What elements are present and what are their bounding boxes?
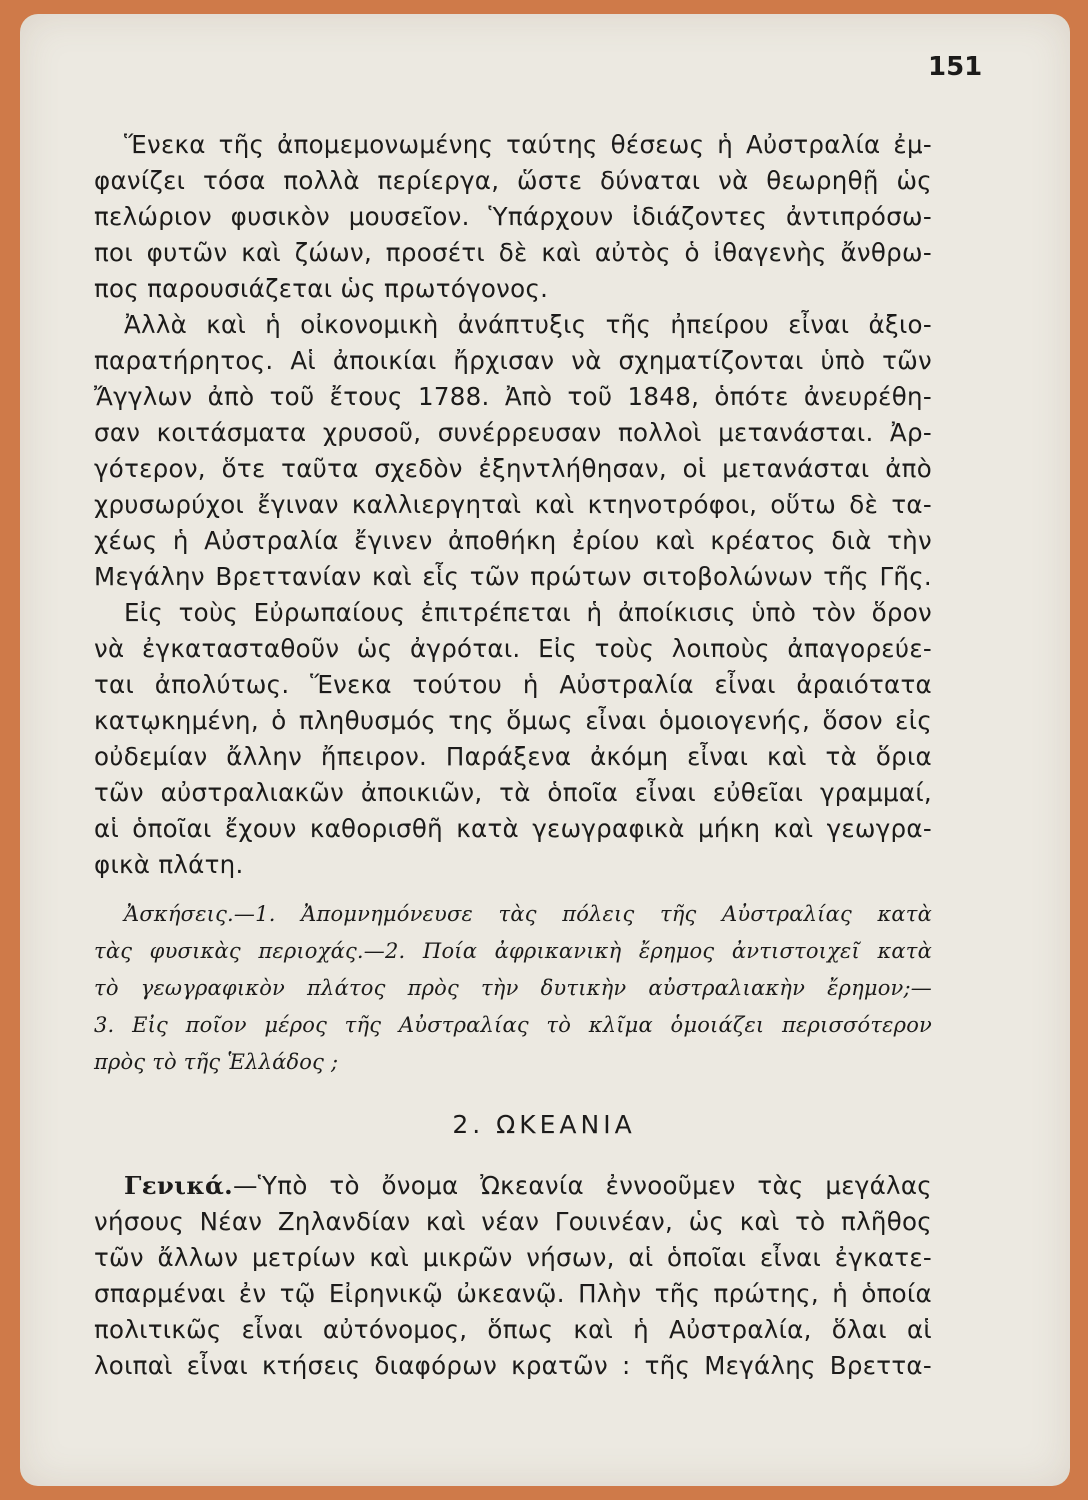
paragraph-2-line-2: παρατήρητος. Αἱ ἀποικίαι ἤρχισαν νὰ σχηματίζονται ὑπὸ τῶν <box>94 346 932 375</box>
paragraph-2-line-5: γότερον, ὅτε ταῦτα σχεδὸν ἐξηντλήθησαν, οἱ μετανάσται ἀπὸ <box>94 454 932 483</box>
exercises-line-5: πρὸς τὸ τῆς Ἑλλάδος ; <box>94 1050 339 1074</box>
section-intro-line-3: τῶν ἄλλων μετρίων καὶ μικρῶν νήσων, αἱ ὁποῖαι εἶναι ἐγκατε- <box>94 1243 932 1272</box>
section-intro-line-5: πολιτικῶς εἶναι αὐτόνομος, ὅπως καὶ ἡ Αὐστραλία, ὅλαι αἱ <box>94 1315 932 1344</box>
paragraph-3-line-1: Εἰς τοὺς Εὐρωπαίους ἐπιτρέπεται ἡ ἀποίκισις ὑπὸ τὸν ὅρον <box>124 598 932 627</box>
paragraph-1-line-2: φανίζει τόσα πολλὰ περίεργα, ὥστε δύναται νὰ θεωρηθῇ ὡς <box>94 166 932 195</box>
paragraph-3-line-8: φικὰ πλάτη. <box>94 850 244 879</box>
section-intro-line-2: νήσους Νέαν Ζηλανδίαν καὶ νέαν Γουινέαν, ὡς καὶ τὸ πλῆθος <box>94 1207 932 1236</box>
section-intro-first-line-rest: —Ὑπὸ τὸ ὄνομα Ὠκεανία ἐννοοῦμεν τὰς μεγάλας <box>233 1171 932 1200</box>
paragraph-3-line-4: κατῳκημένη, ὁ πληθυσμός της ὅμως εἶναι ὁμοιογενής, ὅσον εἰς <box>94 706 932 735</box>
page-number: 151 <box>928 52 983 82</box>
exercises-line-2: τὰς φυσικὰς περιοχάς.—2. Ποία ἀφρικανικὴ ἔρημος ἀντιστοιχεῖ κατὰ <box>94 939 932 963</box>
section-intro-lead: Γενικά. <box>124 1171 233 1200</box>
exercises-line-3: τὸ γεωγραφικὸν πλάτος πρὸς τὴν δυτικὴν αὐστραλιακὴν ἔρημον;— <box>94 976 932 1000</box>
paragraph-3-line-7: αἱ ὁποῖαι ἔχουν καθορισθῆ κατὰ γεωγραφικὰ μήκη καὶ γεωγρα- <box>94 814 932 843</box>
paragraph-3-line-6: τῶν αὐστραλιακῶν ἀποικιῶν, τὰ ὁποῖα εἶναι εὐθεῖαι γραμμαί, <box>94 778 932 807</box>
paragraph-2-line-4: σαν κοιτάσματα χρυσοῦ, συνέρρευσαν πολλοὶ μετανάσται. Ἀρ- <box>94 418 932 447</box>
paragraph-1-line-5: πος παρουσιάζεται ὡς πρωτόγονος. <box>94 274 549 303</box>
exercises-line-1: Ἀσκήσεις.—1. Ἀπομνημόνευσε τὰς πόλεις τῆς Αὐστραλίας κατὰ <box>124 902 932 926</box>
paragraph-2-line-1: Ἀλλὰ καὶ ἡ οἰκονομικὴ ἀνάπτυξις τῆς ἠπείρου εἶναι ἀξιο- <box>124 310 932 339</box>
paragraph-2-line-7: χέως ἡ Αὐστραλία ἔγινεν ἀποθήκη ἐρίου καὶ κρέατος διὰ τὴν <box>94 526 932 555</box>
paragraph-3-line-5: οὐδεμίαν ἄλλην ἤπειρον. Παράξενα ἀκόμη εἶναι καὶ τὰ ὅρια <box>94 742 932 771</box>
section-intro-line-6: λοιπαὶ εἶναι κτήσεις διαφόρων κρατῶν : τῆς Μεγάλης Βρεττα- <box>94 1351 932 1380</box>
paragraph-1-line-4: ποι φυτῶν καὶ ζώων, προσέτι δὲ καὶ αὐτὸς ὁ ἰθαγενὴς ἄνθρω- <box>94 238 932 267</box>
paragraph-1-line-3: πελώριον φυσικὸν μουσεῖον. Ὑπάρχουν ἰδιάζοντες ἀντιπρόσω- <box>94 202 932 231</box>
section-heading: 2. ΩΚΕΑΝΙΑ <box>452 1110 636 1139</box>
paragraph-2-line-8: Μεγάλην Βρεττανίαν καὶ εἷς τῶν πρώτων σιτοβολώνων τῆς Γῆς. <box>94 562 932 591</box>
paragraph-1-line-1: Ἕνεκα τῆς ἀπομεμονωμένης ταύτης θέσεως ἡ Αὐστραλία ἐμ- <box>124 130 932 159</box>
section-intro-line-4: σπαρμέναι ἐν τῷ Εἰρηνικῷ ὠκεανῷ. Πλὴν τῆς πρώτης, ἡ ὁποία <box>94 1279 932 1308</box>
paragraph-2-line-6: χρυσωρύχοι ἔγιναν καλλιεργηταὶ καὶ κτηνοτρόφοι, οὕτω δὲ τα- <box>94 490 932 519</box>
section-intro-line-1 <box>124 1168 932 1204</box>
paragraph-2-line-3: Ἄγγλων ἀπὸ τοῦ ἔτους 1788. Ἀπὸ τοῦ 1848, ὁπότε ἀνευρέθη- <box>94 382 932 411</box>
paragraph-3-line-2: νὰ ἐγκατασταθοῦν ὡς ἀγρόται. Εἰς τοὺς λοιποὺς ἀπαγορεύε- <box>94 634 932 663</box>
paragraph-3-line-3: ται ἀπολύτως. Ἕνεκα τούτου ἡ Αὐστραλία εἶναι ἀραιότατα <box>94 670 932 699</box>
exercises-line-4: 3. Εἰς ποῖον μέρος τῆς Αὐστραλίας τὸ κλῖμα ὁμοιάζει περισσότερον <box>94 1013 932 1037</box>
